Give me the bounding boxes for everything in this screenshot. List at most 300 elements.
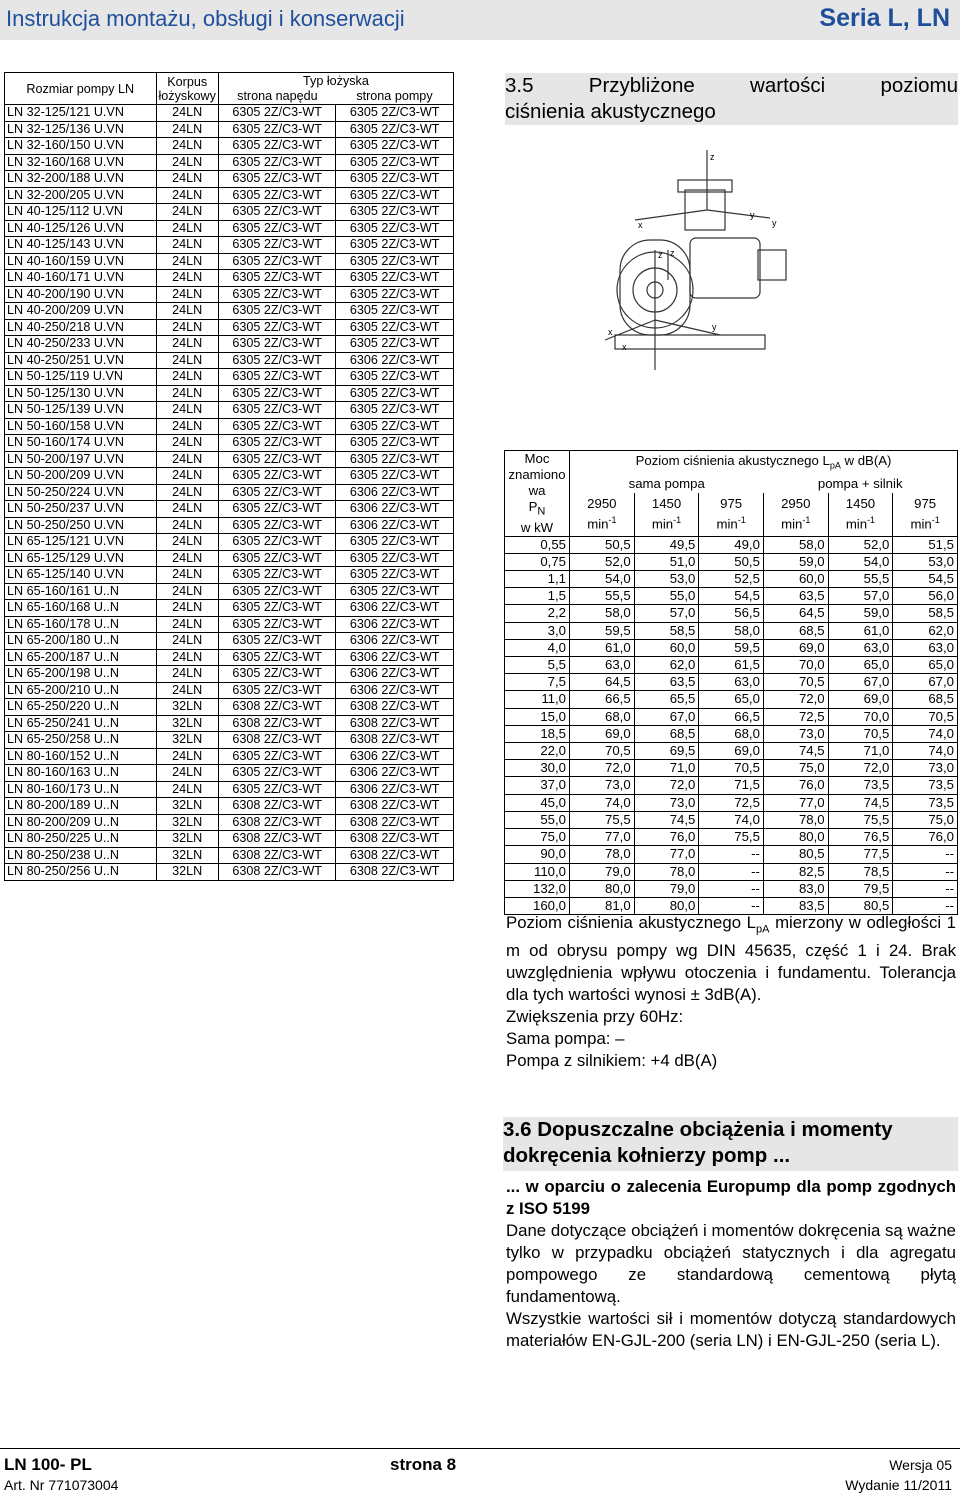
table-cell: 6305 2Z/C3-WT xyxy=(218,286,336,303)
col-drive-side: strona napędu xyxy=(218,89,336,105)
table-cell: 78,0 xyxy=(763,811,828,828)
table-cell: 6308 2Z/C3-WT xyxy=(336,798,454,815)
section-3-6-heading: 3.6 Dopuszczalne obciążenia i momenty dokręcenia kołnierzy pomp ... xyxy=(503,1117,958,1171)
table-cell: 6305 2Z/C3-WT xyxy=(218,171,336,188)
table-cell: 24LN xyxy=(156,616,218,633)
table-cell: 69,0 xyxy=(699,743,764,760)
table-cell: 63,0 xyxy=(828,639,893,656)
table-row xyxy=(505,639,958,656)
table-cell: 6305 2Z/C3-WT xyxy=(336,171,454,188)
table-row xyxy=(505,674,958,691)
table-cell: 75,0 xyxy=(763,760,828,777)
table-cell: 6305 2Z/C3-WT xyxy=(336,336,454,353)
table-row xyxy=(5,451,454,468)
table-cell: 72,5 xyxy=(763,708,828,725)
table-row xyxy=(5,847,454,864)
table-row xyxy=(5,336,454,353)
table-cell: 6305 2Z/C3-WT xyxy=(218,154,336,171)
table-cell: 6305 2Z/C3-WT xyxy=(336,154,454,171)
table-cell: -- xyxy=(699,897,764,914)
table-cell: 49,0 xyxy=(699,536,764,553)
table-row xyxy=(505,588,958,605)
table-row xyxy=(5,781,454,798)
table-cell: 71,0 xyxy=(828,743,893,760)
table-cell: 54,0 xyxy=(570,571,635,588)
table-cell: LN 40-200/209 U.VN xyxy=(5,303,157,320)
table-cell: 58,0 xyxy=(570,605,635,622)
table-cell: 64,5 xyxy=(763,605,828,622)
axis-label: z xyxy=(658,250,663,260)
table-cell: 6306 2Z/C3-WT xyxy=(336,517,454,534)
bearing-table xyxy=(4,72,454,881)
table-cell: 81,0 xyxy=(570,897,635,914)
table-cell: 68,0 xyxy=(699,725,764,742)
table-cell: 80,0 xyxy=(570,880,635,897)
table-cell: 6305 2Z/C3-WT xyxy=(336,270,454,287)
table-cell: 53,0 xyxy=(893,553,958,570)
table-cell: 6306 2Z/C3-WT xyxy=(336,748,454,765)
table-cell: -- xyxy=(893,846,958,863)
axis-label: x xyxy=(608,327,613,337)
table-cell: LN 40-250/233 U.VN xyxy=(5,336,157,353)
table-cell: 6305 2Z/C3-WT xyxy=(218,270,336,287)
table-row xyxy=(505,829,958,846)
table-cell: 73,0 xyxy=(893,760,958,777)
table-cell: 59,0 xyxy=(763,553,828,570)
table-cell: 24LN xyxy=(156,319,218,336)
table-cell: 67,0 xyxy=(634,708,699,725)
noise-note xyxy=(506,912,956,1072)
section-3-5-title-line2: ciśnienia akustycznego xyxy=(505,100,716,123)
table-row xyxy=(505,536,958,553)
table-cell: 61,0 xyxy=(570,639,635,656)
table-cell: 24LN xyxy=(156,352,218,369)
table-cell: 6308 2Z/C3-WT xyxy=(218,699,336,716)
table-cell: LN 65-200/180 U..N xyxy=(5,633,157,650)
table-cell: 6305 2Z/C3-WT xyxy=(336,138,454,155)
table-cell: 70,5 xyxy=(570,743,635,760)
table-cell: 76,0 xyxy=(763,777,828,794)
table-cell: 65,0 xyxy=(699,691,764,708)
table-cell: 50,5 xyxy=(570,536,635,553)
table-cell: 32LN xyxy=(156,798,218,815)
table-cell: LN 65-160/178 U..N xyxy=(5,616,157,633)
table-cell: 7,5 xyxy=(505,674,570,691)
document-title: Instrukcja montażu, obsługi i konserwacji xyxy=(6,6,405,31)
table-cell: 80,0 xyxy=(763,829,828,846)
table-cell: LN 40-160/159 U.VN xyxy=(5,253,157,270)
table-row xyxy=(5,369,454,386)
table-cell: 82,5 xyxy=(763,863,828,880)
table-row xyxy=(5,105,454,122)
table-cell: LN 40-125/126 U.VN xyxy=(5,220,157,237)
table-cell: 6305 2Z/C3-WT xyxy=(336,253,454,270)
table-cell: 71,5 xyxy=(699,777,764,794)
table-cell: 6305 2Z/C3-WT xyxy=(218,204,336,221)
table-cell: 24LN xyxy=(156,550,218,567)
table-cell: LN 50-160/174 U.VN xyxy=(5,435,157,452)
table-cell: 24LN xyxy=(156,633,218,650)
table-cell: LN 40-200/190 U.VN xyxy=(5,286,157,303)
table-row xyxy=(5,187,454,204)
table-cell: LN 32-125/121 U.VN xyxy=(5,105,157,122)
table-row xyxy=(5,319,454,336)
table-cell: 6305 2Z/C3-WT xyxy=(218,369,336,386)
table-cell: LN 50-250/224 U.VN xyxy=(5,484,157,501)
table-cell: -- xyxy=(893,897,958,914)
axis-label: y xyxy=(750,210,755,220)
table-cell: 24LN xyxy=(156,534,218,551)
table-cell: 32LN xyxy=(156,732,218,749)
table-cell: 54,5 xyxy=(699,588,764,605)
table-cell: 6308 2Z/C3-WT xyxy=(218,864,336,881)
table-cell: 6305 2Z/C3-WT xyxy=(218,666,336,683)
col-bearing-type: Typ łożyska xyxy=(218,73,453,89)
table-cell: 6305 2Z/C3-WT xyxy=(218,649,336,666)
table-cell: 6305 2Z/C3-WT xyxy=(218,237,336,254)
table-row xyxy=(5,567,454,584)
table-cell: 6305 2Z/C3-WT xyxy=(218,517,336,534)
table-cell: LN 80-250/225 U..N xyxy=(5,831,157,848)
speed-header: 975 $\min^{-1}$ xyxy=(699,493,764,536)
table-cell: 24LN xyxy=(156,781,218,798)
table-cell: 79,0 xyxy=(634,880,699,897)
table-cell: 55,0 xyxy=(505,811,570,828)
table-cell: 24LN xyxy=(156,435,218,452)
section-3-5-title-line1 xyxy=(505,73,958,99)
table-cell: 6306 2Z/C3-WT xyxy=(336,484,454,501)
section-3-6-subtitle: ... w oparciu o zalecenia Europump dla pomp zgodnych z ISO 5199 xyxy=(506,1177,956,1218)
table-cell: 6305 2Z/C3-WT xyxy=(336,121,454,138)
table-cell: LN 50-160/158 U.VN xyxy=(5,418,157,435)
table-cell: 24LN xyxy=(156,253,218,270)
table-cell: 78,0 xyxy=(634,863,699,880)
table-cell: LN 80-160/173 U..N xyxy=(5,781,157,798)
footer-page: strona 8 xyxy=(390,1455,457,1474)
table-cell: 65,0 xyxy=(893,657,958,674)
table-cell: 57,0 xyxy=(634,605,699,622)
table-cell: 24LN xyxy=(156,369,218,386)
table-cell: 75,0 xyxy=(893,811,958,828)
axis-label: y xyxy=(772,218,777,228)
table-row xyxy=(505,657,958,674)
table-row xyxy=(505,794,958,811)
table-cell: 24LN xyxy=(156,237,218,254)
table-cell: 6305 2Z/C3-WT xyxy=(218,303,336,320)
table-cell: 52,5 xyxy=(699,571,764,588)
table-cell: 6305 2Z/C3-WT xyxy=(336,402,454,419)
table-cell: 24LN xyxy=(156,204,218,221)
speed-header: 2950 $\min^{-1}$ xyxy=(763,493,828,536)
speed-header: 1450 $\min^{-1}$ xyxy=(634,493,699,536)
table-cell: 62,0 xyxy=(634,657,699,674)
table-cell: 6306 2Z/C3-WT xyxy=(336,649,454,666)
table-row xyxy=(5,220,454,237)
table-cell: 70,5 xyxy=(699,760,764,777)
table-row xyxy=(5,715,454,732)
table-cell: 78,0 xyxy=(570,846,635,863)
table-cell: 6305 2Z/C3-WT xyxy=(218,418,336,435)
table-cell: 6305 2Z/C3-WT xyxy=(336,550,454,567)
table-row xyxy=(5,121,454,138)
table-cell: 79,0 xyxy=(570,863,635,880)
table-cell: 24LN xyxy=(156,583,218,600)
speed-header: 1450 $\min^{-1}$ xyxy=(828,493,893,536)
table-cell: 58,0 xyxy=(699,622,764,639)
table-cell: LN 50-200/209 U.VN xyxy=(5,468,157,485)
table-cell: 6305 2Z/C3-WT xyxy=(218,765,336,782)
table-cell: LN 80-200/209 U..N xyxy=(5,814,157,831)
table-cell: 24LN xyxy=(156,666,218,683)
table-cell: 83,5 xyxy=(763,897,828,914)
table-cell: 32LN xyxy=(156,715,218,732)
axis-label: x xyxy=(638,220,643,230)
table-row xyxy=(5,270,454,287)
table-cell: 69,5 xyxy=(634,743,699,760)
table-cell: 6306 2Z/C3-WT xyxy=(336,501,454,518)
table-cell: 6305 2Z/C3-WT xyxy=(336,319,454,336)
table-cell: 6305 2Z/C3-WT xyxy=(336,534,454,551)
table-cell: 30,0 xyxy=(505,760,570,777)
footer-version: Wersja 05 xyxy=(889,1457,952,1473)
table-cell: 83,0 xyxy=(763,880,828,897)
table-cell: 6308 2Z/C3-WT xyxy=(336,814,454,831)
table-cell: 63,0 xyxy=(699,674,764,691)
page-footer xyxy=(0,1448,960,1495)
table-cell: 6306 2Z/C3-WT xyxy=(336,682,454,699)
table-row xyxy=(5,204,454,221)
table-cell: 80,5 xyxy=(763,846,828,863)
table-cell: 6305 2Z/C3-WT xyxy=(218,484,336,501)
table-cell: 0,55 xyxy=(505,536,570,553)
table-cell: 53,0 xyxy=(634,571,699,588)
table-row xyxy=(5,501,454,518)
table-row xyxy=(5,468,454,485)
table-cell: 6305 2Z/C3-WT xyxy=(336,105,454,122)
table-cell: 6305 2Z/C3-WT xyxy=(336,435,454,452)
table-cell: 37,0 xyxy=(505,777,570,794)
table-row xyxy=(505,811,958,828)
table-cell: 63,5 xyxy=(763,588,828,605)
table-cell: 64,5 xyxy=(570,674,635,691)
table-row xyxy=(5,550,454,567)
table-row xyxy=(505,777,958,794)
table-row xyxy=(505,725,958,742)
table-cell: 6306 2Z/C3-WT xyxy=(336,781,454,798)
table-cell: 70,5 xyxy=(828,725,893,742)
table-cell: -- xyxy=(893,880,958,897)
table-cell: 65,5 xyxy=(634,691,699,708)
table-cell: 80,5 xyxy=(828,897,893,914)
table-cell: 6308 2Z/C3-WT xyxy=(336,864,454,881)
table-cell: 6305 2Z/C3-WT xyxy=(336,418,454,435)
speed-header: 975 $\min^{-1}$ xyxy=(893,493,958,536)
table-cell: 32LN xyxy=(156,699,218,716)
table-cell: 6306 2Z/C3-WT xyxy=(336,616,454,633)
noise-note-p2: Zwiększenia przy 60Hz: xyxy=(506,1007,684,1027)
table-cell: 5,5 xyxy=(505,657,570,674)
table-cell: -- xyxy=(699,880,764,897)
table-cell: 32LN xyxy=(156,814,218,831)
table-row xyxy=(5,616,454,633)
table-cell: 63,0 xyxy=(570,657,635,674)
table-cell: LN 65-250/258 U..N xyxy=(5,732,157,749)
table-cell: LN 65-125/129 U.VN xyxy=(5,550,157,567)
table-cell: 71,0 xyxy=(634,760,699,777)
table-row xyxy=(5,517,454,534)
table-cell: 58,5 xyxy=(634,622,699,639)
table-cell: 24LN xyxy=(156,418,218,435)
table-cell: 6305 2Z/C3-WT xyxy=(336,583,454,600)
table-cell: 6305 2Z/C3-WT xyxy=(336,187,454,204)
table-cell: 90,0 xyxy=(505,846,570,863)
table-row xyxy=(5,435,454,452)
table-cell: 73,0 xyxy=(570,777,635,794)
table-cell: 6305 2Z/C3-WT xyxy=(336,220,454,237)
table-row xyxy=(5,649,454,666)
table-cell: 6308 2Z/C3-WT xyxy=(336,699,454,716)
table-cell: 24LN xyxy=(156,336,218,353)
table-row xyxy=(5,699,454,716)
table-cell: LN 32-125/136 U.VN xyxy=(5,121,157,138)
table-cell: 70,5 xyxy=(763,674,828,691)
table-cell: 6305 2Z/C3-WT xyxy=(218,319,336,336)
table-cell: 73,0 xyxy=(634,794,699,811)
table-cell: 6305 2Z/C3-WT xyxy=(218,352,336,369)
axis-label: x xyxy=(622,342,627,352)
table-cell: 6308 2Z/C3-WT xyxy=(218,814,336,831)
table-cell: LN 65-200/210 U..N xyxy=(5,682,157,699)
table-cell: 74,0 xyxy=(699,811,764,828)
table-cell: 6305 2Z/C3-WT xyxy=(218,616,336,633)
table-row xyxy=(505,863,958,880)
table-cell: 77,0 xyxy=(634,846,699,863)
table-cell: LN 50-125/119 U.VN xyxy=(5,369,157,386)
table-cell: -- xyxy=(893,863,958,880)
table-cell: 24LN xyxy=(156,187,218,204)
table-cell: 76,0 xyxy=(893,829,958,846)
table-cell: LN 40-250/251 U.VN xyxy=(5,352,157,369)
table-cell: 60,0 xyxy=(634,639,699,656)
table-cell: 6305 2Z/C3-WT xyxy=(336,303,454,320)
table-row xyxy=(5,171,454,188)
table-cell: 4,0 xyxy=(505,639,570,656)
table-cell: 74,5 xyxy=(828,794,893,811)
table-cell: LN 40-125/112 U.VN xyxy=(5,204,157,221)
col-power: Moc znamiono wa $P_N$ w kW xyxy=(505,451,570,537)
section-3-5-heading xyxy=(505,73,958,125)
table-cell: LN 50-125/139 U.VN xyxy=(5,402,157,419)
table-cell: 6306 2Z/C3-WT xyxy=(336,600,454,617)
noise-table-body xyxy=(505,451,958,915)
page-header xyxy=(0,0,960,40)
table-cell: 75,0 xyxy=(505,829,570,846)
table-cell: 63,0 xyxy=(893,639,958,656)
table-cell: LN 32-200/205 U.VN xyxy=(5,187,157,204)
table-cell: 18,5 xyxy=(505,725,570,742)
table-cell: 76,5 xyxy=(828,829,893,846)
table-cell: 6308 2Z/C3-WT xyxy=(218,732,336,749)
table-cell: 24LN xyxy=(156,220,218,237)
table-cell: 6305 2Z/C3-WT xyxy=(218,633,336,650)
table-row xyxy=(5,154,454,171)
col-pump-only: sama pompa xyxy=(570,475,764,494)
table-cell: 54,0 xyxy=(828,553,893,570)
table-cell: 132,0 xyxy=(505,880,570,897)
table-cell: 24LN xyxy=(156,385,218,402)
table-row xyxy=(5,831,454,848)
table-cell: 74,0 xyxy=(570,794,635,811)
table-cell: 59,5 xyxy=(570,622,635,639)
table-cell: 24LN xyxy=(156,402,218,419)
table-cell: 6305 2Z/C3-WT xyxy=(336,286,454,303)
table-cell: 59,5 xyxy=(699,639,764,656)
table-cell: 6305 2Z/C3-WT xyxy=(218,468,336,485)
table-cell: 77,5 xyxy=(828,846,893,863)
table-cell: LN 65-125/140 U.VN xyxy=(5,567,157,584)
table-cell: 6305 2Z/C3-WT xyxy=(218,105,336,122)
table-cell: 24LN xyxy=(156,138,218,155)
table-cell: 72,0 xyxy=(828,760,893,777)
table-cell: 74,5 xyxy=(763,743,828,760)
footer-doc: LN 100- PL xyxy=(4,1455,92,1474)
table-cell: 66,5 xyxy=(570,691,635,708)
table-cell: 61,5 xyxy=(699,657,764,674)
table-cell: 80,0 xyxy=(634,897,699,914)
table-cell: 6305 2Z/C3-WT xyxy=(218,600,336,617)
table-row xyxy=(5,534,454,551)
table-cell: 24LN xyxy=(156,484,218,501)
table-cell: 6305 2Z/C3-WT xyxy=(218,583,336,600)
table-row xyxy=(505,571,958,588)
axis-label: y xyxy=(712,322,717,332)
table-cell: 32LN xyxy=(156,864,218,881)
table-row xyxy=(5,253,454,270)
table-row xyxy=(505,880,958,897)
table-cell: 24LN xyxy=(156,649,218,666)
table-cell: LN 80-250/256 U..N xyxy=(5,864,157,881)
table-cell: 55,5 xyxy=(828,571,893,588)
table-cell: 6305 2Z/C3-WT xyxy=(218,402,336,419)
table-cell: 24LN xyxy=(156,468,218,485)
table-cell: 6305 2Z/C3-WT xyxy=(218,336,336,353)
col-pump-side: strona pompy xyxy=(336,89,454,105)
table-cell: 66,5 xyxy=(699,708,764,725)
table-row xyxy=(5,352,454,369)
table-cell: LN 50-250/237 U.VN xyxy=(5,501,157,518)
table-cell: 24LN xyxy=(156,517,218,534)
table-cell: 6308 2Z/C3-WT xyxy=(218,847,336,864)
table-cell: LN 50-125/130 U.VN xyxy=(5,385,157,402)
table-cell: 6308 2Z/C3-WT xyxy=(218,798,336,815)
noise-note-p3: Sama pompa: – xyxy=(506,1029,625,1049)
table-cell: LN 65-250/241 U..N xyxy=(5,715,157,732)
table-cell: 15,0 xyxy=(505,708,570,725)
table-cell: 24LN xyxy=(156,286,218,303)
table-row xyxy=(5,237,454,254)
table-cell: LN 32-160/150 U.VN xyxy=(5,138,157,155)
table-cell: 74,5 xyxy=(634,811,699,828)
table-cell: 52,0 xyxy=(828,536,893,553)
table-cell: LN 32-200/188 U.VN xyxy=(5,171,157,188)
noise-note-p4: Pompa z silnikiem: +4 dB(A) xyxy=(506,1051,718,1071)
table-cell: LN 40-250/218 U.VN xyxy=(5,319,157,336)
table-cell: 61,0 xyxy=(828,622,893,639)
table-cell: 24LN xyxy=(156,303,218,320)
table-cell: 55,5 xyxy=(570,588,635,605)
table-cell: LN 65-125/121 U.VN xyxy=(5,534,157,551)
section-3-6-body xyxy=(506,1220,956,1352)
